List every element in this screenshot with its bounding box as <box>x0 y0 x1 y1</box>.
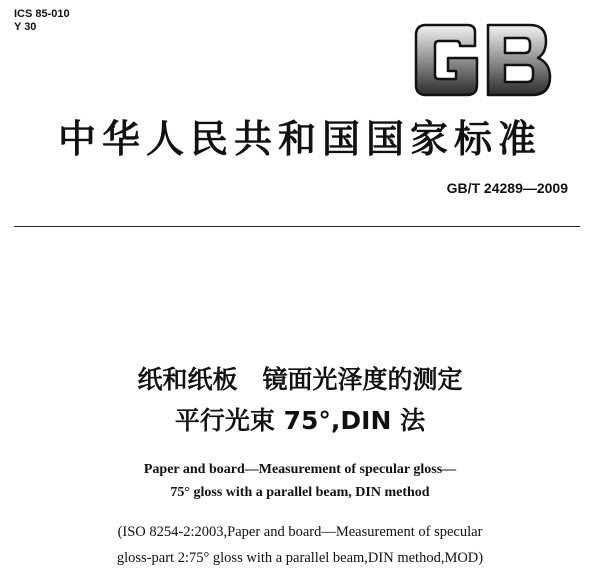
standard-number: GB/T 24289—2009 <box>446 180 568 196</box>
ics-code: ICS 85-010 <box>14 8 70 20</box>
issuer-title: 中华人民共和国国家标准 <box>57 117 542 161</box>
english-title-line-1: Paper and board—Measurement of specular gloss— <box>143 462 457 477</box>
chinese-title-line-1: 纸和纸板 镜面光泽度的测定 <box>137 365 463 394</box>
english-title-line-2: 75° gloss with a parallel beam, DIN method <box>170 485 430 500</box>
adoption-note-line-2: gloss-part 2:75° gloss with a parallel beam,DIN method,MOD) <box>116 550 484 566</box>
ccs-code: Y 30 <box>14 21 37 33</box>
gb-logo-icon <box>412 22 554 98</box>
chinese-title-line-2: 平行光束 75°,DIN 法 <box>174 406 426 435</box>
classification-codes <box>14 8 70 34</box>
header-divider <box>14 226 580 227</box>
adoption-note-line-1: (ISO 8254-2:2003,Paper and board—Measurement of specular <box>117 524 483 540</box>
